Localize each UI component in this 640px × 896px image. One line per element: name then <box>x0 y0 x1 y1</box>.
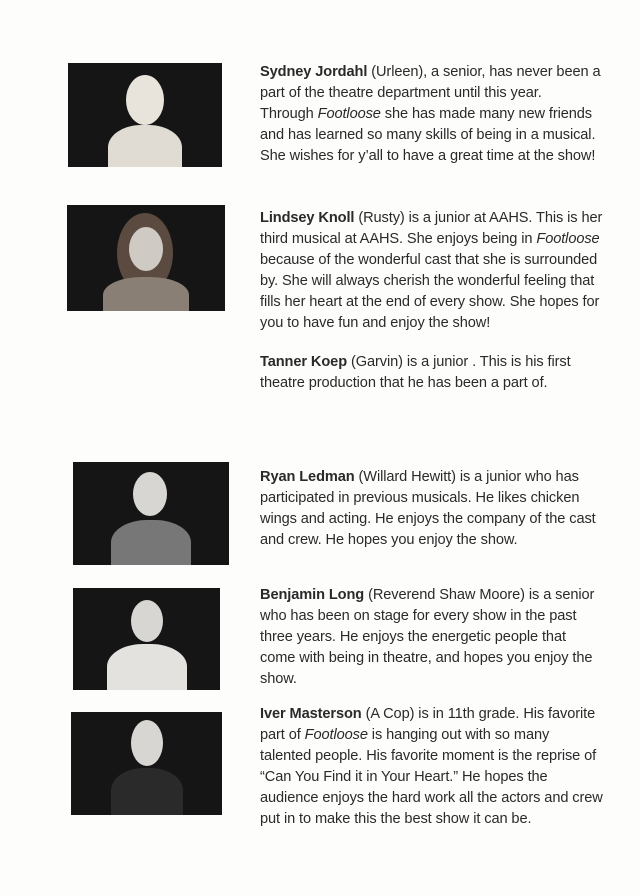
photo-iver-masterson <box>71 712 222 815</box>
bio-text: (Urleen), a senior, has never been a <box>367 64 601 80</box>
cast-name: Benjamin Long <box>260 587 365 603</box>
bio-line <box>260 208 635 229</box>
show-title: Footloose <box>317 106 381 122</box>
bio-line <box>260 585 635 606</box>
bio-line <box>260 725 635 746</box>
bio-text: (Willard Hewitt) is a junior who has <box>354 469 579 485</box>
bio-line <box>260 352 635 373</box>
bio-text: because of the wonderful cast that she is surrounded <box>260 252 598 268</box>
bio-text: (Rusty) is a junior at AAHS. This is her <box>354 210 603 226</box>
photo-benjamin-long <box>73 588 220 690</box>
show-title: Footloose <box>536 231 600 247</box>
bio-text: Through <box>260 106 318 122</box>
bio-line <box>260 83 635 104</box>
cast-name: Lindsey Knoll <box>260 210 355 226</box>
bio-line <box>260 125 635 146</box>
bio-line <box>260 530 635 551</box>
bio-text: is hanging out with so many <box>367 727 550 743</box>
bio-text: three years. He enjoys the energetic people that <box>260 629 566 645</box>
bio-text: “Can You Find it in Your Heart.” He hopes the <box>260 769 548 785</box>
photo-ryan-ledman <box>73 462 229 565</box>
bio-text: (A Cop) is in 11th grade. His favorite <box>361 706 596 722</box>
bio-line <box>260 467 635 488</box>
bio-line <box>260 229 635 250</box>
bio-text: (Garvin) is a junior . This is his first <box>347 354 571 370</box>
bio-line <box>260 292 635 313</box>
bio-text: wings and acting. He enjoys the company of the cast <box>260 511 596 527</box>
bio-line <box>260 669 635 690</box>
bio-line <box>260 627 635 648</box>
bio-text: by. She will always cherish the wonderful feeling that <box>260 273 595 289</box>
bio-line <box>260 62 635 83</box>
bio-line <box>260 606 635 627</box>
bio-line <box>260 146 635 167</box>
bio-text: talented people. His favorite moment is the reprise of <box>260 748 597 764</box>
bio-text: participated in previous musicals. He likes chicken <box>260 490 580 506</box>
bio-line <box>260 250 635 271</box>
bio-text: show. <box>260 671 297 687</box>
bio-text: audience enjoys the hard work all the actors and crew <box>260 790 603 806</box>
bio-line <box>260 746 635 767</box>
cast-name: Ryan Ledman <box>260 469 355 485</box>
bio-line <box>260 373 635 394</box>
bio-line <box>260 271 635 292</box>
show-title: Footloose <box>304 727 368 743</box>
bio-text: come with being in theatre, and hopes you enjoy the <box>260 650 593 666</box>
bio-text: (Reverend Shaw Moore) is a senior <box>364 587 595 603</box>
bio-text: fills her heart at the end of every show. She hopes for <box>260 294 600 310</box>
photo-lindsey-knoll <box>67 205 225 311</box>
bio-line <box>260 809 635 830</box>
bio-text: part of the theatre department until this year. <box>260 85 542 101</box>
bio-line <box>260 313 635 334</box>
bio-tanner-koep <box>260 352 635 394</box>
bio-text: theatre production that he has been a part of. <box>260 375 548 391</box>
bio-text: who has been on stage for every show in the past <box>260 608 577 624</box>
bio-line <box>260 488 635 509</box>
bio-line <box>260 509 635 530</box>
bio-line <box>260 788 635 809</box>
bio-line <box>260 104 635 125</box>
bio-text: and has learned so many skills of being in a musical. <box>260 127 596 143</box>
bio-text: put in to make this the best show it can be. <box>260 811 532 827</box>
cast-name: Tanner Koep <box>260 354 348 370</box>
bio-sydney-jordahl <box>260 62 635 167</box>
bio-ryan-ledman <box>260 467 635 551</box>
bio-text: She wishes for y’all to have a great time at the show! <box>260 148 596 164</box>
bio-line <box>260 767 635 788</box>
bio-text: part of <box>260 727 305 743</box>
bio-benjamin-long <box>260 585 635 690</box>
bio-text: she has made many new friends <box>380 106 592 122</box>
cast-name: Sydney Jordahl <box>260 64 368 80</box>
bio-line <box>260 648 635 669</box>
photo-sydney-jordahl <box>68 63 222 167</box>
bio-line <box>260 704 635 725</box>
bio-iver-masterson <box>260 704 635 830</box>
bio-text: you to have fun and enjoy the show! <box>260 315 491 331</box>
bio-text: third musical at AAHS. She enjoys being in <box>260 231 537 247</box>
bio-lindsey-knoll <box>260 208 635 334</box>
cast-name: Iver Masterson <box>260 706 362 722</box>
bio-text: and crew. He hopes you enjoy the show. <box>260 532 518 548</box>
